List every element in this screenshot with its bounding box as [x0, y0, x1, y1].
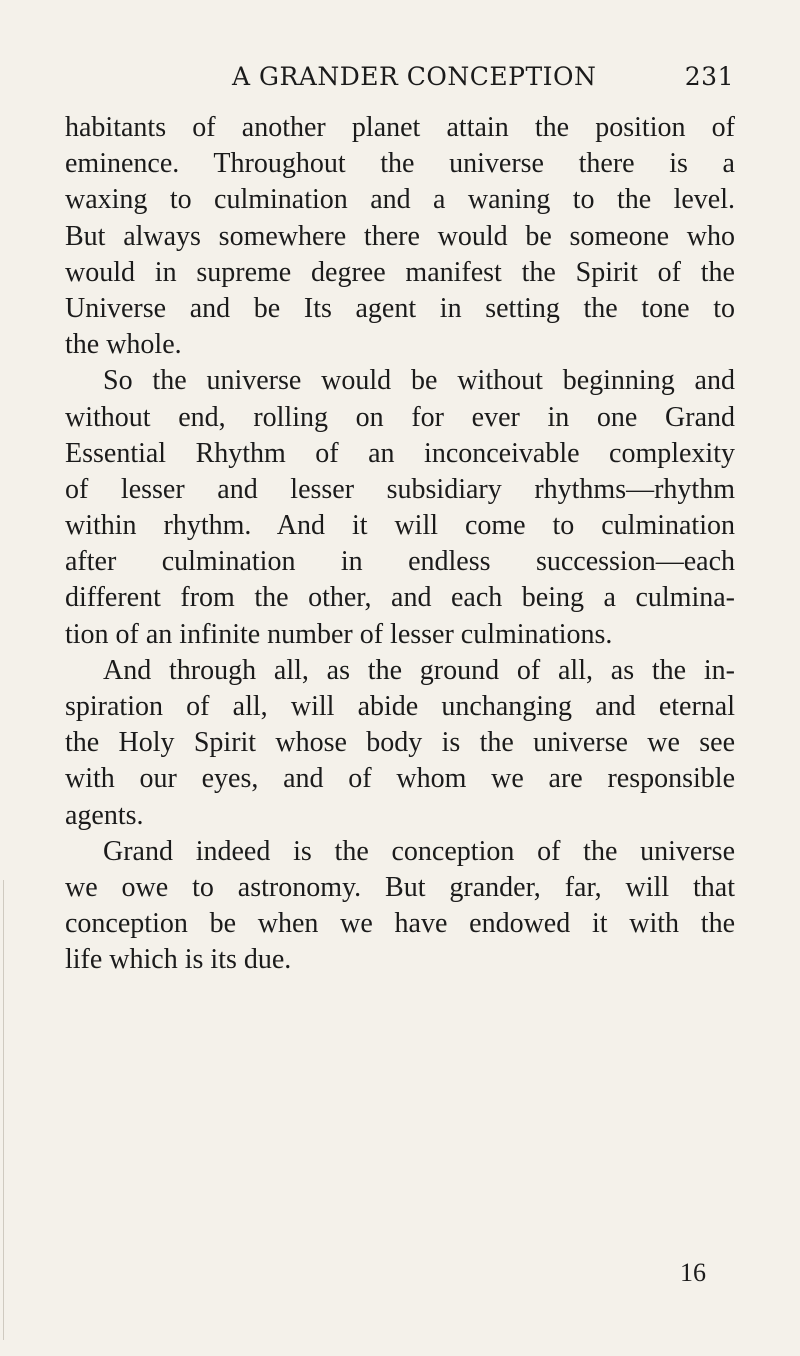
text-line: the whole.	[65, 329, 182, 361]
running-header	[232, 62, 734, 102]
text-line: So the universe would be without beginning and	[103, 365, 735, 397]
text-line: would in supreme degree manifest the Spirit of the	[65, 256, 735, 288]
text-line: Essential Rhythm of an inconceivable complexity	[65, 437, 735, 469]
text-line: Universe and be Its agent in setting the tone to	[65, 292, 735, 324]
text-line: we owe to astronomy. But grander, far, will that	[65, 871, 735, 903]
text-line: eminence. Throughout the universe there is a	[65, 148, 735, 180]
text-line: agents.	[65, 799, 144, 831]
page-edge-line	[3, 880, 4, 1340]
text-line: conception be when we have endowed it with the	[65, 908, 735, 940]
text-line: the Holy Spirit whose body is the universe we see	[65, 727, 735, 759]
text-line: tion of an infinite number of lesser culminations.	[65, 618, 613, 650]
signature-mark: 16	[680, 1258, 706, 1287]
text-line: of lesser and lesser subsidiary rhythms—rhythm	[65, 473, 735, 505]
text-line: within rhythm. And it will come to culmination	[65, 510, 735, 542]
text-line: And through all, as the ground of all, as the in-	[103, 654, 735, 686]
text-line: life which is its due.	[65, 944, 292, 976]
text-line: without end, rolling on for ever in one Grand	[65, 401, 735, 433]
text-line: different from the other, and each being a culmina-	[65, 582, 735, 614]
text-line: habitants of another planet attain the position of	[65, 112, 735, 143]
text-line: spiration of all, will abide unchanging and eternal	[65, 691, 735, 722]
text-line: after culmination in endless succession—each	[65, 546, 735, 578]
page-number: 231	[684, 62, 734, 91]
text-line: But always somewhere there would be someone who	[65, 220, 735, 252]
body-text	[65, 110, 735, 979]
text-line: Grand indeed is the conception of the universe	[103, 835, 735, 867]
running-title: A GRANDER CONCEPTION	[232, 62, 597, 91]
text-line: with our eyes, and of whom we are responsible	[65, 763, 735, 795]
text-line: waxing to culmination and a waning to the level.	[65, 184, 735, 216]
